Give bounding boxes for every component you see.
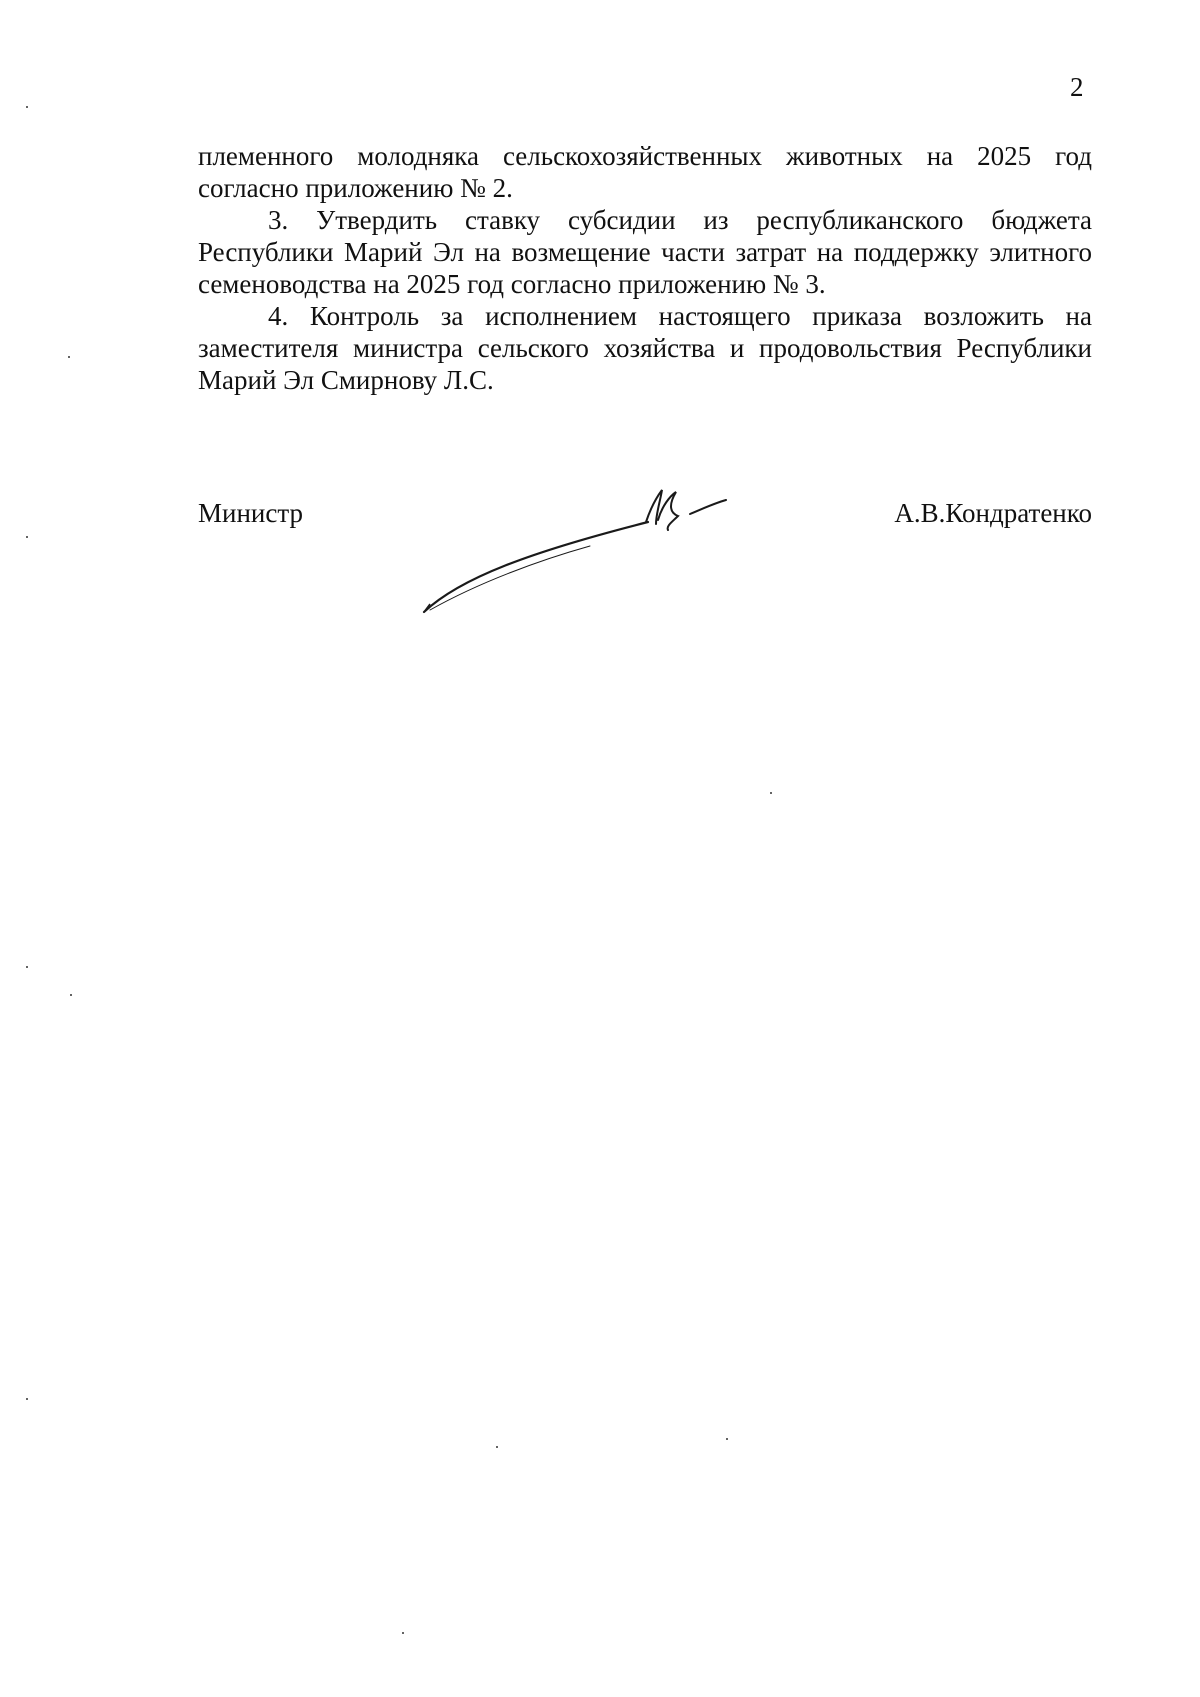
paragraph-item-4: 4. Контроль за исполнением настоящего приказа возложить на заместителя министра сельского хозяйства и продовольствия Республики Марий Эл Смирнову Л.С. (198, 301, 1092, 395)
paragraph-continuation: племенного молодняка сельскохозяйственных животных на 2025 год согласно приложению № 2. (198, 141, 1092, 203)
scan-speck (68, 356, 70, 358)
scan-speck (26, 536, 28, 538)
scan-speck (26, 1398, 28, 1400)
scan-speck (70, 994, 72, 996)
scan-speck (770, 792, 772, 794)
scan-speck (402, 1632, 404, 1634)
scan-speck (726, 1438, 728, 1440)
scan-speck (26, 966, 28, 968)
paragraph-item-3: 3. Утвердить ставку субсидии из республиканского бюджета Республики Марий Эл на возмещение части затрат на поддержку элитного семеноводства на 2025 год согласно приложению № 3. (198, 205, 1092, 299)
signatory-title: Министр (198, 498, 303, 528)
document-body (198, 140, 1092, 396)
scan-speck (26, 106, 28, 108)
handwritten-signature-icon (420, 486, 740, 622)
scan-speck (496, 1446, 498, 1448)
signatory-name: А.В.Кондратенко (894, 498, 1092, 528)
page-number: 2 (1070, 72, 1084, 102)
